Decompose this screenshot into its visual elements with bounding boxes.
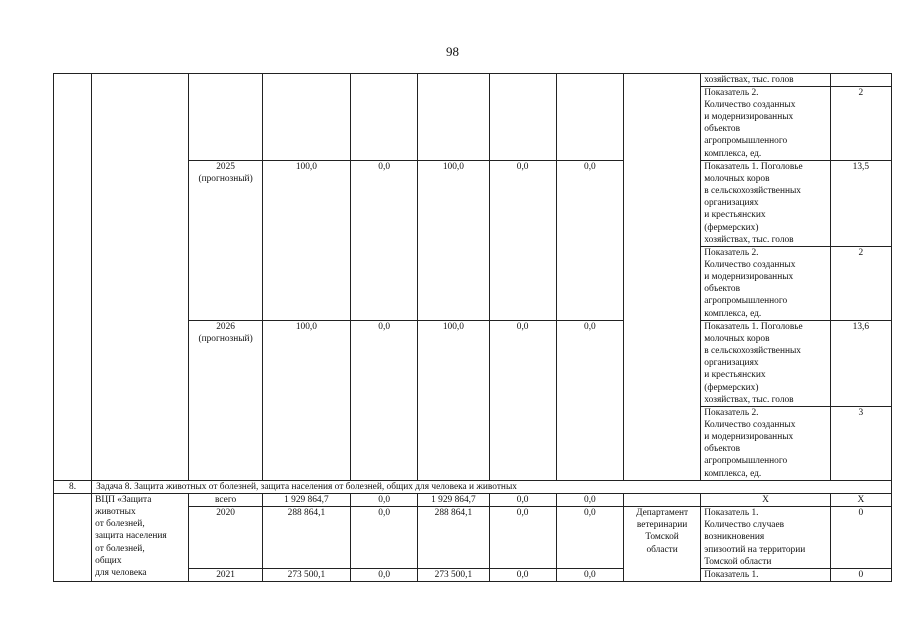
program-table [53,73,892,582]
value-cell: 0,0 [556,321,623,481]
value-cell [556,74,623,161]
page-number: 98 [446,44,459,59]
value-cell: 0,0 [556,494,623,507]
value-cell [351,74,418,161]
indicator-1: Показатель 1. [701,568,830,581]
value-cell: 0,0 [351,321,418,481]
indicator-value: 2 [830,87,891,161]
executor-cell-empty [623,74,700,481]
value-cell: 100,0 [418,161,489,321]
value-cell [489,74,556,161]
indicator-value: 0 [830,568,891,581]
value-cell: 0,0 [489,568,556,581]
indicator-1: Показатель 1. Поголовье молочных коров в сельскохозяйственных организациях и крестьянских (фермерских) хозяйствах, тыс. голов [701,321,830,407]
value-cell: 0,0 [351,568,418,581]
total-label: всего [189,494,262,507]
value-cell: 100,0 [418,321,489,481]
value-cell: 0,0 [489,494,556,507]
indicator-value: 3 [830,407,891,481]
indicator-2-top: Показатель 2. Количество созданных и модернизированных объектов агропромышленного комплекса, ед. [701,87,830,161]
value-cell: 0,0 [351,161,418,321]
indicator-2: Показатель 2. Количество созданных и модернизированных объектов агропромышленного комплекса, ед. [701,407,830,481]
task-title: Задача 8. Защита животных от болезней, защита населения от болезней, общих для человека и животных [92,481,892,494]
indicator-value: 2 [830,247,891,321]
value-cell: 0,0 [351,507,418,568]
value-cell: 100,0 [262,161,350,321]
year-cell-empty [189,74,262,161]
value-cell: 0,0 [489,507,556,568]
value-cell: 0,0 [556,161,623,321]
vcp-name: ВЦП «Защита животных от болезней, защита населения от болезней, общих для человека [92,494,189,582]
num-cell-empty [54,494,92,582]
indicator-1: Показатель 1. Количество случаев возникновения эпизоотий на территории Томской области [701,507,830,568]
value-cell: 1 929 864,7 [418,494,489,507]
indicator-tail: хозяйствах, тыс. голов [701,74,830,87]
year-2020: 2020 [189,507,262,568]
value-cell: 273 500,1 [262,568,350,581]
indicator-value: 13,5 [830,161,891,247]
value-cell [418,74,489,161]
year-2026: 2026 (прогнозный) [189,321,262,481]
value-cell: 0,0 [489,161,556,321]
value-cell: 1 929 864,7 [262,494,350,507]
year-2021: 2021 [189,568,262,581]
value-cell: 288 864,1 [418,507,489,568]
value-cell: 100,0 [262,321,350,481]
value-cell: 0,0 [556,568,623,581]
value-cell [262,74,350,161]
value-cell: 273 500,1 [418,568,489,581]
task-number: 8. [54,481,92,494]
name-cell-empty [92,74,189,481]
value-cell: 0,0 [556,507,623,568]
indicator-1: Показатель 1. Поголовье молочных коров в сельскохозяйственных организациях и крестьянских (фермерских) хозяйствах, тыс. голов [701,161,830,247]
value-cell: 0,0 [351,494,418,507]
x-mark: X [830,494,891,507]
indicator-2: Показатель 2. Количество созданных и модернизированных объектов агропромышленного комплекса, ед. [701,247,830,321]
executor-cell-empty [623,494,700,507]
indicator-value: 0 [830,507,891,568]
executor-department: Департамент ветеринарии Томской области [623,507,700,582]
indicator-value: 13,6 [830,321,891,407]
x-mark: X [701,494,830,507]
value-cell: 0,0 [489,321,556,481]
value-cell: 288 864,1 [262,507,350,568]
year-2025: 2025 (прогнозный) [189,161,262,321]
indicator-value-empty [830,74,891,87]
num-cell-empty [54,74,92,481]
